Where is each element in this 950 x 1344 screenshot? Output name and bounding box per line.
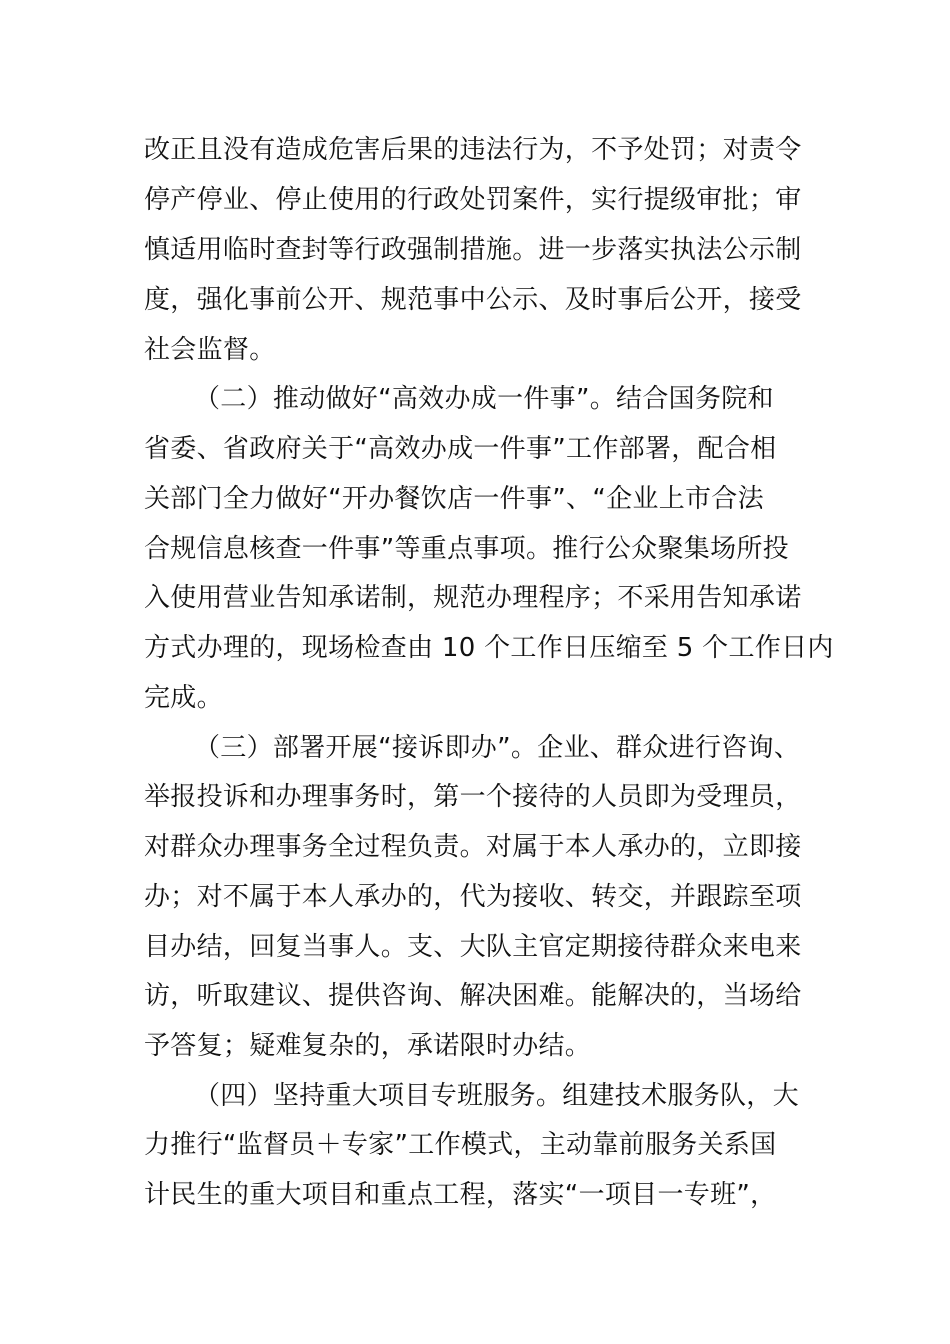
text-line: 方式办理的，现场检查由 10 个工作日压缩至 5 个工作日内 <box>144 633 834 663</box>
text-line: 关部门全力做好“开办餐饮店一件事”、“企业上市合法 <box>144 484 764 514</box>
paragraph-heading-line: （二）推动做好“高效办成一件事”。结合国务院和 <box>194 384 774 414</box>
text-line: 对群众办理事务全过程负责。对属于本人承办的，立即接 <box>144 832 802 862</box>
text-line: 慎适用临时查封等行政强制措施。进一步落实执法公示制 <box>144 235 802 265</box>
paragraph-heading-line: （三）部署开展“接诉即办”。企业、群众进行咨询、 <box>194 733 801 763</box>
text-line: 改正且没有造成危害后果的违法行为，不予处罚；对责令 <box>144 135 802 165</box>
text-line: 社会监督。 <box>144 335 276 365</box>
text-line: 访，听取建议、提供咨询、解决困难。能解决的，当场给 <box>144 981 802 1011</box>
text-line: 力推行“监督员＋专家”工作模式，主动靠前服务关系国 <box>144 1130 777 1160</box>
text-line: 计民生的重大项目和重点工程，落实“一项目一专班”， <box>144 1180 777 1210</box>
text-line: 停产停业、停止使用的行政处罚案件，实行提级审批；审 <box>144 185 802 215</box>
paragraph-heading-line: （四）坚持重大项目专班服务。组建技术服务队，大 <box>194 1081 799 1111</box>
text-line: 目办结，回复当事人。支、大队主官定期接待群众来电来 <box>144 932 802 962</box>
text-line: 省委、省政府关于“高效办成一件事”工作部署，配合相 <box>144 434 777 464</box>
text-line: 合规信息核查一件事”等重点事项。推行公众聚集场所投 <box>144 534 789 564</box>
text-line: 完成。 <box>144 683 223 713</box>
text-line: 举报投诉和办理事务时，第一个接待的人员即为受理员， <box>144 782 802 812</box>
text-line: 度，强化事前公开、规范事中公示、及时事后公开，接受 <box>144 285 802 315</box>
text-line: 办；对不属于本人承办的，代为接收、转交，并跟踪至项 <box>144 882 802 912</box>
text-line: 予答复；疑难复杂的，承诺限时办结。 <box>144 1031 592 1061</box>
text-line: 入使用营业告知承诺制，规范办理程序；不采用告知承诺 <box>144 583 802 613</box>
